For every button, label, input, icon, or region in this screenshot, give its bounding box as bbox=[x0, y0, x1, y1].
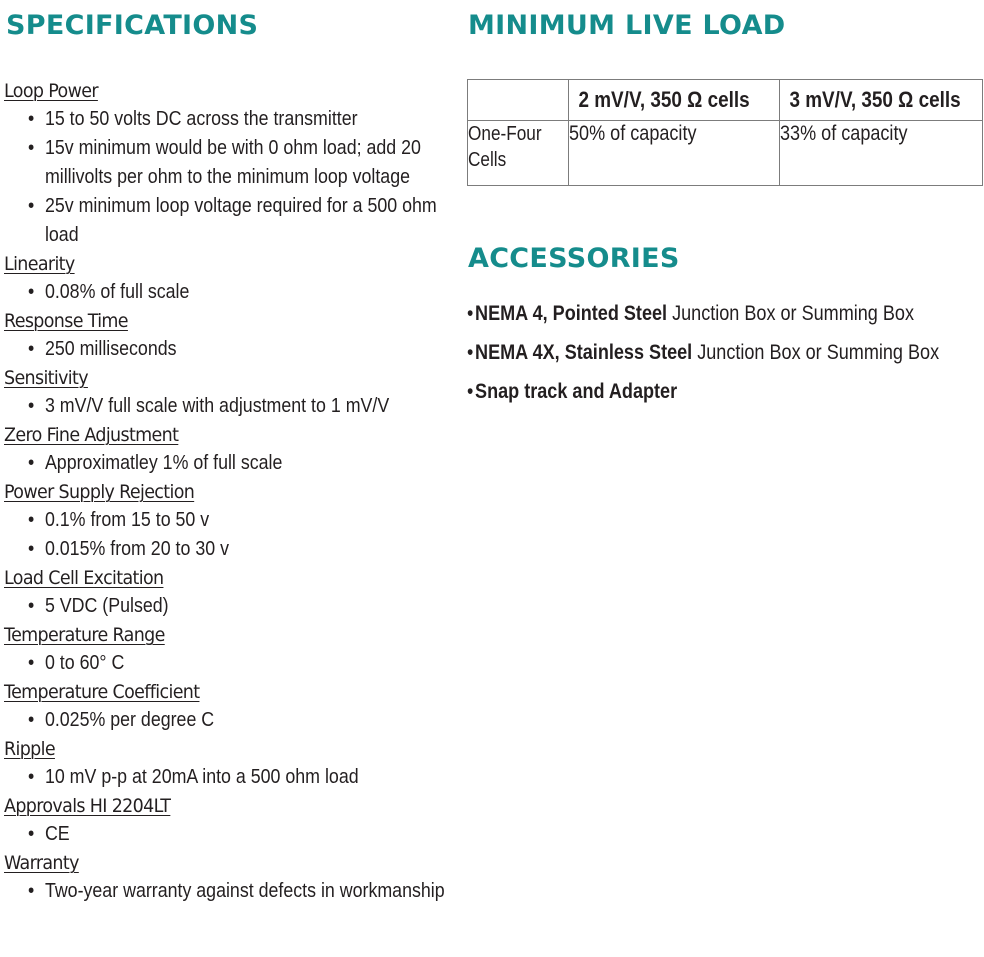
spec-bullet-item: • 15 to 50 volts DC across the transmitter bbox=[4, 105, 463, 134]
row-label-cell bbox=[468, 121, 569, 186]
row-label-text: One-Four Cells bbox=[468, 123, 542, 171]
spec-heading: Temperature Coefficient bbox=[4, 681, 200, 703]
accessory-strong-text: NEMA 4X, Stainless Steel bbox=[475, 341, 693, 364]
two-mvv-header-cell bbox=[569, 80, 780, 121]
spec-bullet-item: • 25v minimum loop voltage required for a 500 ohm load bbox=[4, 192, 463, 250]
spec-group bbox=[4, 792, 454, 849]
two-mvv-value-cell bbox=[569, 121, 780, 186]
spec-bullet-item: • CE bbox=[4, 820, 463, 849]
spec-bullet-item: • 0.025% per degree C bbox=[4, 706, 463, 735]
spec-heading: Ripple bbox=[4, 738, 55, 760]
spec-bullet-list bbox=[4, 820, 454, 849]
spec-bullet-item: • Two-year warranty against defects in workmanship bbox=[4, 877, 463, 906]
spec-heading: Approvals HI 2204LT bbox=[4, 795, 171, 817]
spec-group bbox=[4, 421, 454, 478]
spec-bullet-item: • 0.1% from 15 to 50 v bbox=[4, 506, 463, 535]
spec-bullet-item: • 0 to 60° C bbox=[4, 649, 463, 678]
spec-bullet-list bbox=[4, 278, 454, 307]
spec-bullet-item: • 0.015% from 20 to 30 v bbox=[4, 535, 463, 564]
two-mvv-header-text: 2 mV/V, 350 Ω cells bbox=[578, 87, 750, 112]
spec-bullet-list bbox=[4, 649, 454, 678]
spec-group bbox=[4, 250, 454, 307]
spec-bullet-list bbox=[4, 706, 454, 735]
empty-header-cell bbox=[468, 80, 569, 121]
spec-heading: Temperature Range bbox=[4, 624, 165, 646]
three-mvv-header-text: 3 mV/V, 350 Ω cells bbox=[789, 87, 961, 112]
accessory-item bbox=[467, 298, 914, 337]
accessory-rest-text: Junction Box or Summing Box bbox=[667, 302, 914, 325]
spec-bullet-list bbox=[4, 335, 454, 364]
three-mvv-value-text: 33% of capacity bbox=[780, 122, 908, 145]
accessory-bullet: • bbox=[467, 302, 474, 325]
spec-bullet-item: • 5 VDC (Pulsed) bbox=[4, 592, 463, 621]
spec-bullet-item: • 3 mV/V full scale with adjustment to 1 mV/V bbox=[4, 392, 463, 421]
spec-bullet-list bbox=[4, 506, 454, 564]
accessories-title: ACCESSORIES bbox=[468, 243, 680, 274]
spec-heading: Warranty bbox=[4, 852, 79, 874]
spec-group bbox=[4, 735, 454, 792]
accessory-strong-text: Snap track and Adapter bbox=[475, 380, 678, 403]
accessory-bullet: • bbox=[467, 341, 474, 364]
spec-bullet-list bbox=[4, 449, 454, 478]
accessory-bullet: • bbox=[467, 380, 474, 403]
spec-group bbox=[4, 564, 454, 621]
accessory-strong-text: NEMA 4, Pointed Steel bbox=[475, 302, 668, 325]
spec-bullet-list bbox=[4, 105, 454, 250]
spec-heading: Load Cell Excitation bbox=[4, 567, 164, 589]
spec-bullet-list bbox=[4, 392, 454, 421]
three-mvv-value-cell bbox=[780, 121, 983, 186]
spec-bullet-item: • 250 milliseconds bbox=[4, 335, 463, 364]
specifications-title: SPECIFICATIONS bbox=[6, 10, 259, 41]
spec-heading: Zero Fine Adjustment bbox=[4, 424, 179, 446]
spec-bullet-item: • 10 mV p-p at 20mA into a 500 ohm load bbox=[4, 763, 463, 792]
minimum-live-load-table bbox=[467, 79, 983, 186]
spec-bullet-list bbox=[4, 877, 454, 906]
spec-bullet-item: • Approximatley 1% of full scale bbox=[4, 449, 463, 478]
spec-group bbox=[4, 307, 454, 364]
minimum-live-load-title: MINIMUM LIVE LOAD bbox=[468, 10, 786, 41]
spec-bullet-list bbox=[4, 763, 454, 792]
spec-group bbox=[4, 77, 454, 250]
three-mvv-header-cell bbox=[780, 80, 983, 121]
spec-group bbox=[4, 849, 454, 906]
spec-group bbox=[4, 678, 454, 735]
spec-heading: Linearity bbox=[4, 253, 75, 275]
spec-heading: Power Supply Rejection bbox=[4, 481, 195, 503]
two-mvv-value-text: 50% of capacity bbox=[569, 122, 697, 145]
specifications-list bbox=[4, 77, 454, 906]
spec-bullet-item: • 0.08% of full scale bbox=[4, 278, 463, 307]
spec-group bbox=[4, 364, 454, 421]
spec-heading: Response Time bbox=[4, 310, 128, 332]
accessories-list bbox=[467, 298, 984, 415]
accessory-item bbox=[467, 376, 914, 415]
spec-bullet-list bbox=[4, 592, 454, 621]
accessory-item bbox=[467, 337, 940, 376]
table-header-row bbox=[468, 80, 983, 121]
spec-bullet-item: • 15v minimum would be with 0 ohm load; add 20 millivolts per ohm to the minimum loop voltage bbox=[4, 134, 463, 192]
spec-group bbox=[4, 478, 454, 564]
table-row bbox=[468, 121, 983, 186]
accessory-rest-text: Junction Box or Summing Box bbox=[692, 341, 940, 364]
spec-heading: Sensitivity bbox=[4, 367, 88, 389]
spec-group bbox=[4, 621, 454, 678]
spec-heading: Loop Power bbox=[4, 80, 98, 102]
